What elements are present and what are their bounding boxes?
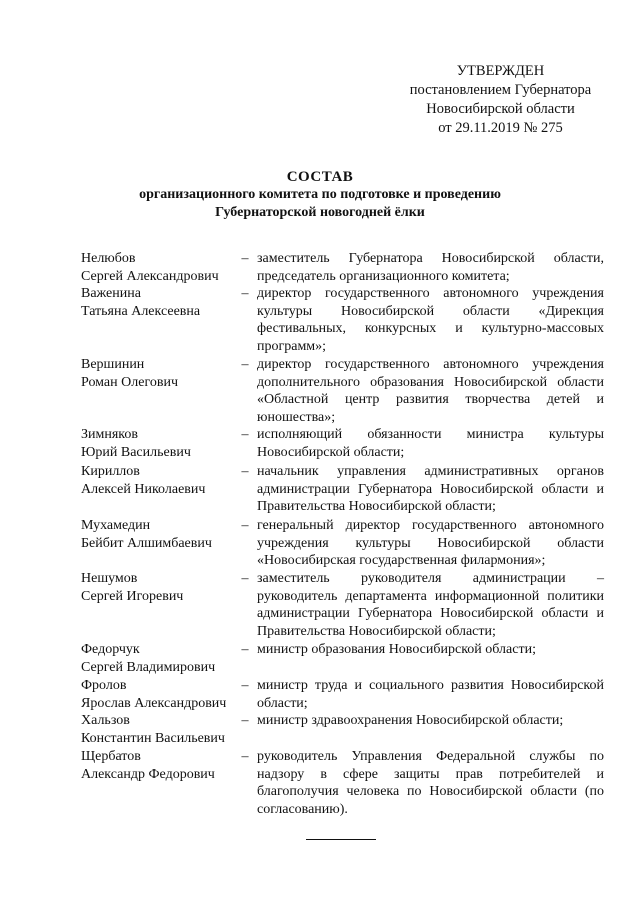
closing-divider: [306, 839, 376, 840]
member-surname: Вершинин: [81, 357, 145, 372]
member-given-name: Татьяна Алексеевна: [81, 303, 201, 319]
member-surname: Мухамедин: [81, 518, 151, 533]
member-surname: Нелюбов: [81, 251, 136, 266]
member-given-name: Ярослав Александрович: [81, 695, 227, 711]
approval-date-number: от 29.11.2019 № 275: [438, 120, 563, 136]
member-given-name: Роман Олегович: [81, 374, 178, 390]
member-role: директор государственного автономного учреждения дополнительного образования Новосибирской области «Областной центр развития творчества детей и юношества»;: [257, 357, 604, 425]
dash-separator: –: [241, 427, 249, 442]
member-given-name: Сергей Игоревич: [81, 588, 184, 604]
dash-separator: –: [241, 678, 249, 693]
member-name: [81, 250, 241, 285]
member-name: [81, 356, 241, 391]
dash-separator: –: [241, 518, 249, 533]
approval-region: Новосибирской области: [426, 101, 575, 117]
member-given-name: Александр Федорович: [81, 766, 215, 782]
member-name: [81, 426, 241, 461]
member-role: генеральный директор государственного автономного учреждения культуры Новосибирской области «Новосибирская государственная филармония»;: [257, 518, 604, 569]
dash-separator: –: [241, 749, 249, 764]
member-surname: Федорчук: [81, 642, 140, 657]
member-surname: Кириллов: [81, 464, 140, 479]
title-event: Губернаторской новогодней ёлки: [215, 205, 425, 220]
dash-separator: –: [241, 713, 249, 728]
member-name: [81, 677, 241, 712]
member-name: [81, 463, 241, 498]
member-role: министр здравоохранения Новосибирской области;: [257, 713, 564, 728]
member-surname: Нешумов: [81, 571, 138, 586]
dash-separator: –: [241, 464, 249, 479]
member-surname: Хальзов: [81, 713, 130, 728]
member-name: [81, 570, 241, 605]
member-given-name: Алексей Николаевич: [81, 481, 206, 497]
member-surname: Фролов: [81, 678, 127, 693]
member-surname: Зимняков: [81, 427, 138, 442]
approval-title: УТВЕРЖДЕН: [456, 63, 545, 79]
member-given-name: Сергей Владимирович: [81, 659, 216, 675]
member-name: [81, 712, 241, 747]
member-given-name: Юрий Васильевич: [81, 444, 191, 460]
member-role: министр труда и социального развития Новосибирской области;: [257, 678, 604, 711]
member-role: заместитель руководителя администрации – руководитель департамента информационной политики администрации Губернатора Новосибирской области и Правительства Новосибирской области;: [257, 571, 604, 639]
member-given-name: Константин Васильевич: [81, 730, 225, 746]
dash-separator: –: [241, 286, 249, 301]
member-name: [81, 285, 241, 320]
title-subheading: организационного комитета по подготовке и проведению: [139, 187, 501, 202]
member-role: министр образования Новосибирской области;: [257, 642, 536, 657]
member-name: [81, 517, 241, 552]
dash-separator: –: [241, 571, 249, 586]
title-heading: СОСТАВ: [286, 169, 354, 185]
member-surname: Щербатов: [81, 749, 141, 764]
dash-separator: –: [241, 642, 249, 657]
member-role: исполняющий обязанности министра культуры Новосибирской области;: [257, 427, 604, 460]
member-role: заместитель Губернатора Новосибирской области, председатель организационного комитета;: [257, 251, 604, 284]
member-surname: Важенина: [81, 286, 141, 301]
member-name: [81, 641, 241, 676]
member-name: [81, 748, 241, 783]
member-role: начальник управления административных органов администрации Губернатора Новосибирской области и Правительства Новосибирской области;: [257, 464, 604, 515]
member-given-name: Бейбит Алшимбаевич: [81, 535, 212, 551]
dash-separator: –: [241, 251, 249, 266]
member-role: директор государственного автономного учреждения культуры Новосибирской области «Дирекция фестивальных, конкурсных и культурно-массовых программ»;: [257, 286, 604, 354]
member-role: руководитель Управления Федеральной службы по надзору в сфере защиты прав потребителей и благополучия человека по Новосибирской области (по согласованию).: [257, 749, 604, 817]
approval-decree: постановлением Губернатора: [409, 82, 592, 98]
member-given-name: Сергей Александрович: [81, 268, 219, 284]
dash-separator: –: [241, 357, 249, 372]
